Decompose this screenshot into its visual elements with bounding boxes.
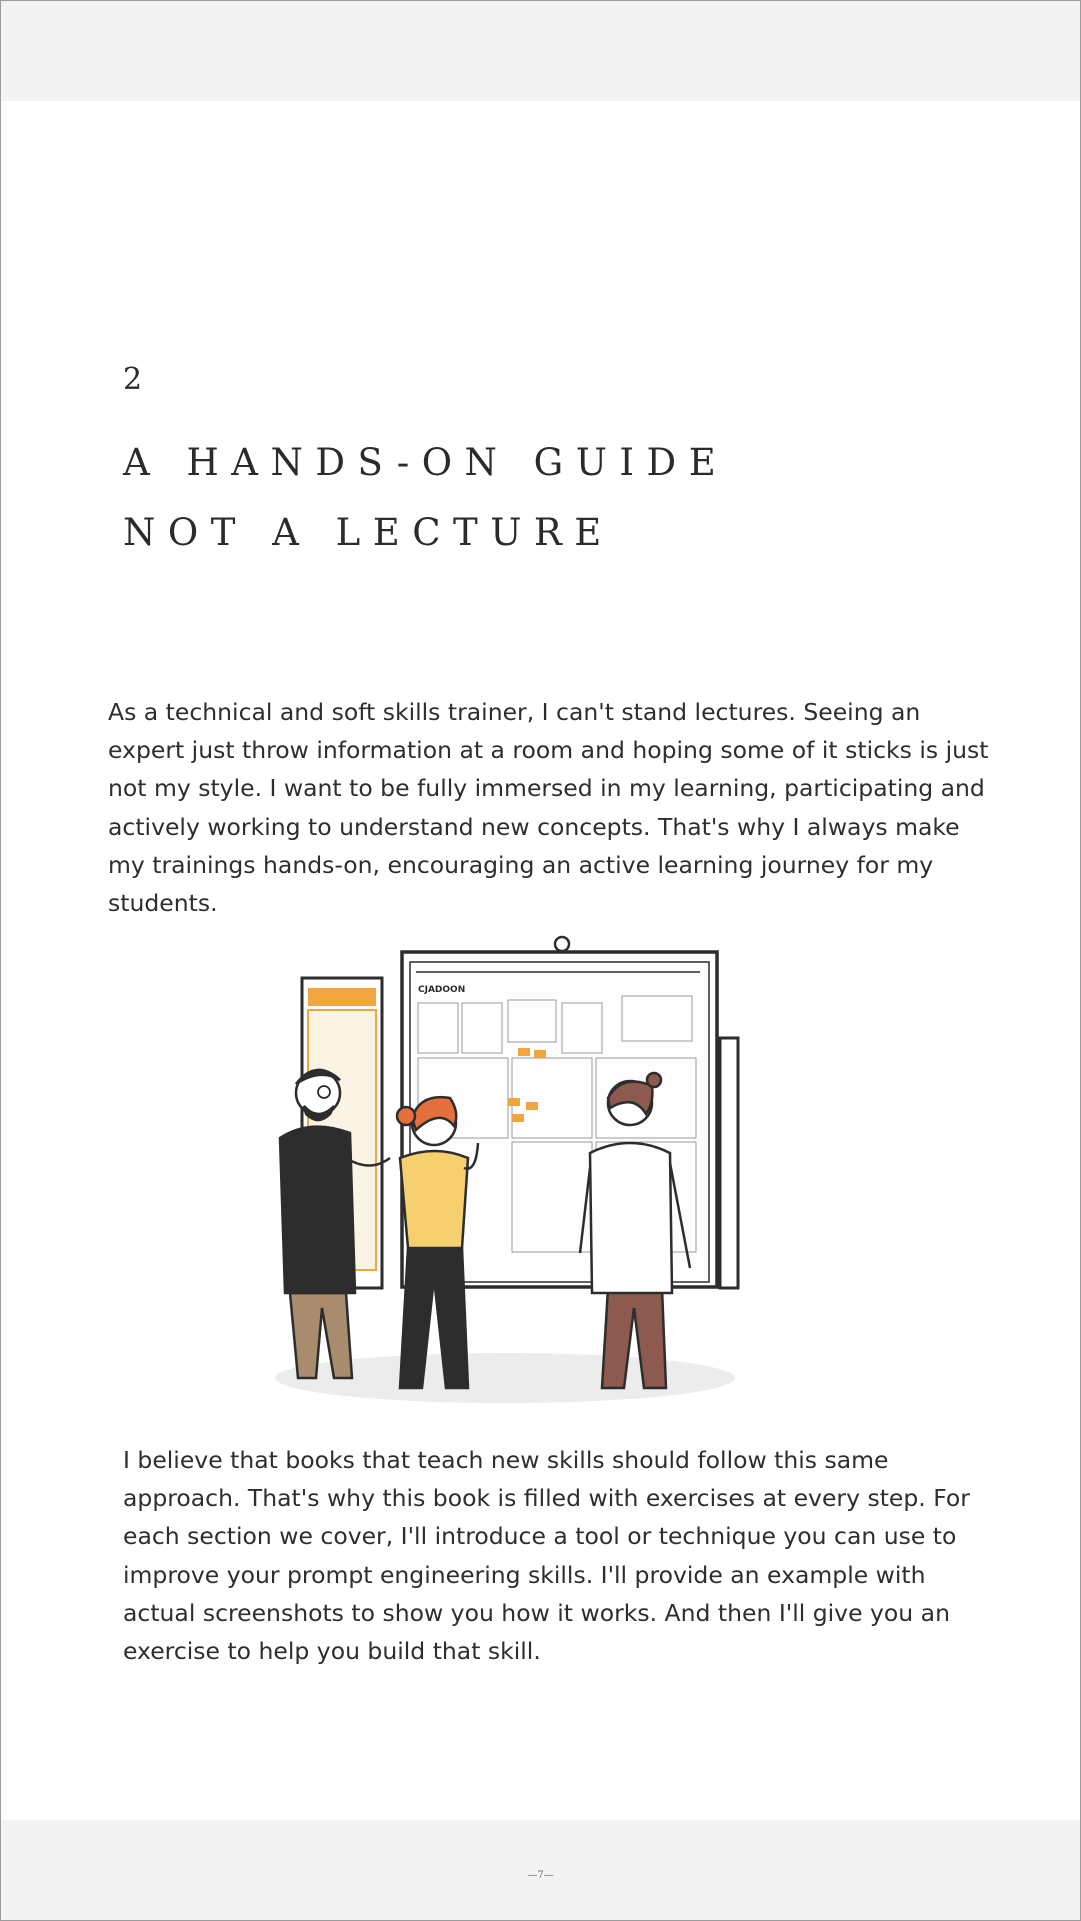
chapter-title-line: A HANDS-ON GUIDE bbox=[123, 441, 729, 484]
paragraph-line: improve your prompt engineering skills. I'll provide an example with bbox=[123, 1560, 926, 1589]
paragraph-line: each section we cover, I'll introduce a tool or technique you can use to bbox=[123, 1522, 957, 1551]
paragraph-line: students. bbox=[108, 889, 218, 918]
paragraph-line: As a technical and soft skills trainer, I can't stand lectures. Seeing an bbox=[108, 698, 921, 726]
page-number: —7— bbox=[527, 1870, 554, 1881]
paragraph-line: my trainings hands-on, encouraging an active learning journey for my bbox=[108, 850, 934, 879]
chapter-title bbox=[123, 428, 728, 568]
paragraph-line: actively working to understand new concepts. That's why I always make bbox=[108, 812, 960, 841]
page-header-band bbox=[1, 1, 1080, 101]
paragraph-line: actual screenshots to show you how it works. And then I'll give you an bbox=[123, 1598, 950, 1627]
whiteboard-illustration bbox=[250, 908, 760, 1413]
chapter-title-line: NOT A LECTURE bbox=[123, 511, 614, 554]
chapter-number: 2 bbox=[123, 362, 143, 397]
paragraph-line: I believe that books that teach new skills should follow this same bbox=[123, 1446, 889, 1474]
paragraph-line: expert just throw information at a room and hoping some of it sticks is just bbox=[108, 736, 989, 765]
paragraph-line: approach. That's why this book is filled with exercises at every step. For bbox=[123, 1484, 970, 1513]
intro-paragraph bbox=[108, 693, 988, 922]
approach-paragraph bbox=[123, 1441, 970, 1670]
board-label: CJADOON bbox=[418, 985, 466, 995]
paragraph-line: not my style. I want to be fully immersed in my learning, participating and bbox=[108, 774, 985, 803]
paragraph-line: exercise to help you build that skill. bbox=[123, 1637, 541, 1666]
